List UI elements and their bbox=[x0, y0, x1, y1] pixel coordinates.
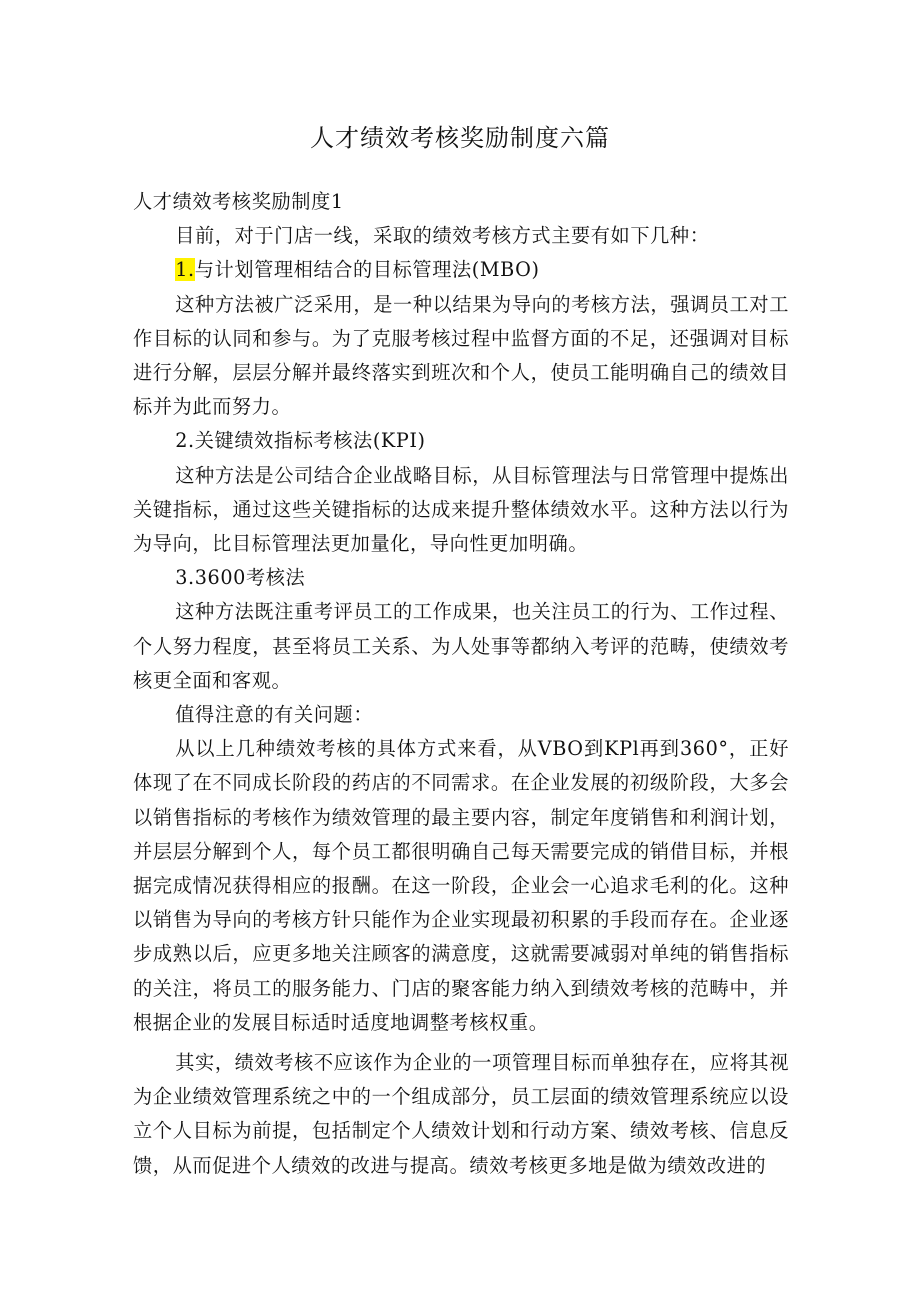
list-item-mbo bbox=[133, 253, 789, 287]
paragraph-analysis: 从以上几种绩效考核的具体方式来看，从VBO到KPl再到360°，正好体现了在不同成长阶段的药店的不同需求。在企业发展的初级阶段，大多会以销售指标的考核作为绩效管理的最主要内容，制定年度销售和利润计划，并层层分解到个人，每个员工都很明确自己每天需要完成的销借目标，并根据完成情况获得相应的报酬。在这一阶段，企业会一心追求毛利的化。这种以销售为导向的考核方针只能作为企业实现最初积累的手段而存在。企业逐步成熟以后，应更多地关注顾客的满意度，这就需要减弱对单纯的销售指标的关注，将员工的服务能力、门店的聚客能力纳入到绩效考核的范畴中，并根据企业的发展目标适时适度地调整考核权重。 bbox=[133, 737, 789, 1034]
paragraph-360: 这种方法既注重考评员工的工作成果，也关注员工的行为、工作过程、个人努力程度，甚至将员工关系、为人处事等都纳入考评的范畴，使绩效考核更全面和客观。 bbox=[133, 600, 789, 692]
paragraph-mbo: 这种方法被广泛采用，是一种以结果为导向的考核方法，强调员工对工作目标的认同和参与。为了克服考核过程中监督方面的不足，还强调对目标进行分解，层层分解并最终落实到班次和个人，使员工能明确自己的绩效目标并为此而努力。 bbox=[133, 292, 789, 419]
list-item-kpi: 2.关键绩效指标考核法(KPI) bbox=[175, 429, 426, 453]
document-body bbox=[133, 185, 789, 1183]
document-title: 人才绩效考核奖励制度六篇 bbox=[310, 124, 610, 152]
paragraph-notes-heading: 值得注意的有关问题： bbox=[175, 703, 374, 727]
highlighted-number: 1. bbox=[175, 258, 195, 282]
section-heading: 人才绩效考核奖励制度1 bbox=[133, 190, 344, 213]
paragraph-intro: 目前，对于门店一线，采取的绩效考核方式主要有如下几种： bbox=[175, 224, 710, 248]
list-item-mbo-text: 与计划管理相结合的目标管理法(MBO) bbox=[194, 258, 540, 282]
list-item-360: 3.3600考核法 bbox=[175, 566, 306, 590]
paragraph-conclusion: 其实，绩效考核不应该作为企业的一项管理目标而单独存在，应将其视为企业绩效管理系统之中的一个组成部分，员工层面的绩效管理系统应以设立个人目标为前提，包括制定个人绩效计划和行动方案、绩效考核、信息反馈，从而促进个人绩效的改进与提高。绩效考核更多地是做为绩效改进的 bbox=[133, 1051, 789, 1177]
paragraph-kpi: 这种方法是公司结合企业战略目标，从目标管理法与日常管理中提炼出关键指标，通过这些关键指标的达成来提升整体绩效水平。这种方法以行为为导向，比目标管理法更加量化，导向性更加明确。 bbox=[133, 463, 789, 556]
